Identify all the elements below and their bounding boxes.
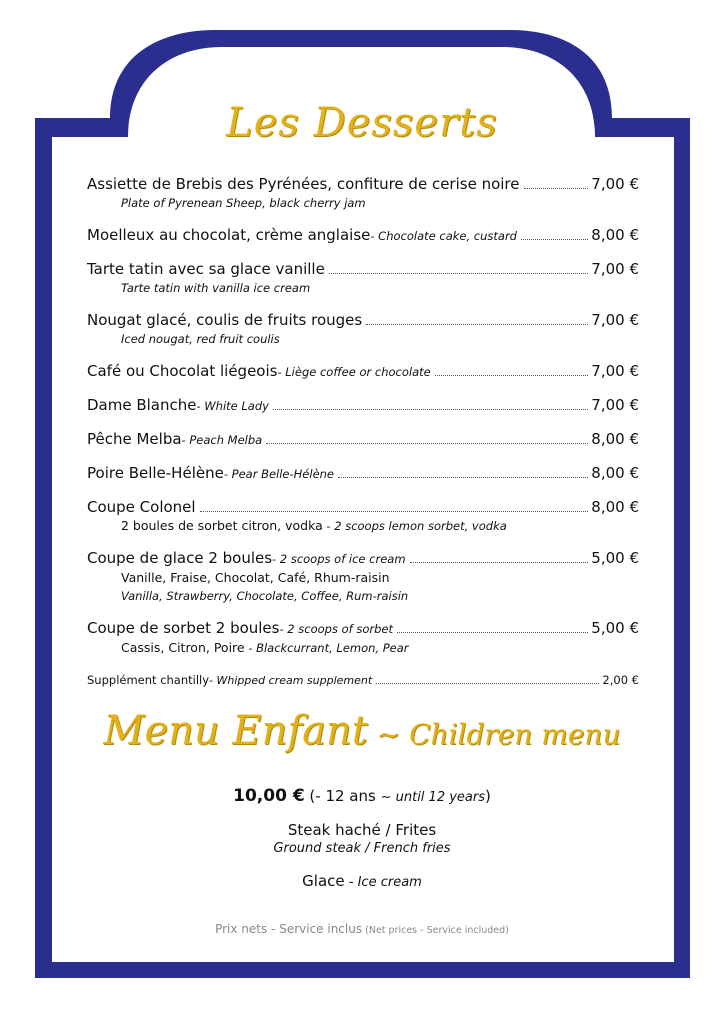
menu-glace — [0, 872, 724, 890]
menu-price: 10,00 € — [233, 786, 305, 806]
item-detail — [87, 194, 639, 212]
item-row — [87, 671, 639, 690]
item-detail — [87, 279, 639, 297]
item-detail-fr: Vanille, Fraise, Chocolat, Café, Rhum-raisin — [121, 570, 390, 585]
item-detail — [87, 639, 639, 657]
item-english: - Peach Melba — [181, 433, 263, 447]
item-english: - 2 scoops of sorbet — [279, 622, 393, 636]
menu-title-fr: Menu Enfant — [103, 708, 368, 754]
item-detail-en: Iced nougat, red fruit coulis — [121, 332, 280, 346]
item-name: Supplément chantilly — [87, 673, 210, 687]
item-english: - Liège coffee or chocolate — [277, 365, 431, 379]
menu-age-en: ~ until 12 years — [380, 790, 485, 805]
item-english: - 2 scoops of ice cream — [272, 552, 406, 566]
item-row — [87, 619, 639, 639]
item-name: Assiette de Brebis des Pyrénées, confiture de cerise noire — [87, 175, 520, 193]
item-price: 7,00 € — [591, 311, 639, 329]
item-row — [87, 549, 639, 569]
menu-title-sep: ~ — [367, 718, 410, 751]
item-price: 7,00 € — [591, 175, 639, 193]
item-price: 8,00 € — [591, 430, 639, 448]
menu-glace-fr: Glace — [302, 872, 345, 890]
item-name: Nougat glacé, coulis de fruits rouges — [87, 311, 363, 329]
item-name: Coupe de sorbet 2 boules — [87, 619, 280, 637]
item-row — [87, 311, 639, 330]
item-detail-en: Vanilla, Strawberry, Chocolate, Coffee, Rum-raisin — [121, 589, 409, 603]
item-english: - Whipped cream supplement — [209, 674, 373, 687]
item-detail-en: - 2 scoops lemon sorbet, vodka — [322, 519, 507, 533]
item-name: Tarte tatin avec sa glace vanille — [87, 260, 325, 278]
dessert-item — [87, 619, 639, 657]
footer-note — [0, 922, 724, 936]
item-english: - Chocolate cake, custard — [370, 229, 517, 243]
footer-en: (Net prices - Service included) — [362, 925, 509, 936]
leader-dots — [366, 324, 588, 325]
item-row — [87, 430, 639, 450]
leader-dots — [329, 273, 588, 274]
leader-dots — [521, 239, 588, 240]
item-price: 5,00 € — [591, 549, 639, 567]
item-detail — [87, 569, 639, 587]
leader-dots — [338, 477, 588, 478]
item-row — [87, 260, 639, 279]
item-row — [87, 226, 639, 246]
dessert-item — [87, 175, 639, 212]
menu-title-en: Children menu — [409, 718, 621, 751]
item-price: 2,00 € — [602, 673, 639, 687]
item-detail — [87, 330, 639, 348]
item-row — [87, 175, 639, 194]
supplement-item — [87, 671, 639, 690]
item-row — [87, 464, 639, 484]
leader-dots — [397, 632, 588, 633]
leader-dots — [410, 562, 589, 563]
item-name: Coupe Colonel — [87, 498, 196, 516]
menu-steak: Steak haché / Frites — [287, 821, 437, 839]
dessert-item — [87, 362, 639, 382]
item-name: Café ou Chocolat liégeois — [87, 362, 278, 380]
item-detail — [87, 587, 639, 605]
item-price: 7,00 € — [591, 396, 639, 414]
leader-dots — [376, 683, 599, 684]
menu-glace-en: - Ice cream — [344, 875, 422, 890]
item-detail-en: Plate of Pyrenean Sheep, black cherry jam — [121, 196, 366, 210]
dessert-item — [87, 226, 639, 246]
menu-price-line — [0, 786, 724, 806]
item-price: 8,00 € — [591, 226, 639, 244]
dessert-item — [87, 430, 639, 450]
dessert-item — [87, 396, 639, 416]
item-name: Coupe de glace 2 boules — [87, 549, 273, 567]
leader-dots — [524, 188, 589, 189]
dessert-item — [87, 498, 639, 535]
leader-dots — [435, 375, 589, 376]
item-row — [87, 362, 639, 382]
item-price: 5,00 € — [591, 619, 639, 637]
item-name: Moelleux au chocolat, crème anglaise — [87, 226, 371, 244]
dessert-item — [87, 260, 639, 297]
item-detail-en: - Blackcurrant, Lemon, Pear — [244, 641, 409, 655]
item-detail — [87, 517, 639, 535]
menu-steak-en: Ground steak / French fries — [273, 841, 451, 856]
item-price: 7,00 € — [591, 362, 639, 380]
item-name: Pêche Melba — [87, 430, 182, 448]
children-menu-title — [0, 708, 724, 754]
leader-dots — [200, 511, 589, 512]
item-english: - Pear Belle-Hélène — [223, 467, 335, 481]
item-name: Poire Belle-Hélène — [87, 464, 224, 482]
dessert-item — [87, 549, 639, 605]
item-name: Dame Blanche — [87, 396, 197, 414]
menu-age: (- 12 ans — [304, 787, 381, 805]
dessert-list — [87, 175, 639, 704]
item-detail-en: Tarte tatin with vanilla ice cream — [121, 281, 311, 295]
item-row — [87, 396, 639, 416]
item-detail-fr: Cassis, Citron, Poire — [121, 640, 245, 655]
item-price: 7,00 € — [591, 260, 639, 278]
item-price: 8,00 € — [591, 498, 639, 516]
desserts-title: Les Desserts — [226, 100, 498, 146]
item-english: - White Lady — [196, 399, 269, 413]
footer-fr: Prix nets - Service inclus — [215, 922, 363, 936]
item-detail-fr: 2 boules de sorbet citron, vodka — [121, 518, 323, 533]
dessert-item — [87, 311, 639, 348]
item-price: 8,00 € — [591, 464, 639, 482]
item-row — [87, 498, 639, 517]
leader-dots — [266, 443, 588, 444]
dessert-item — [87, 464, 639, 484]
menu-age-close: ) — [485, 787, 491, 805]
leader-dots — [273, 409, 588, 410]
